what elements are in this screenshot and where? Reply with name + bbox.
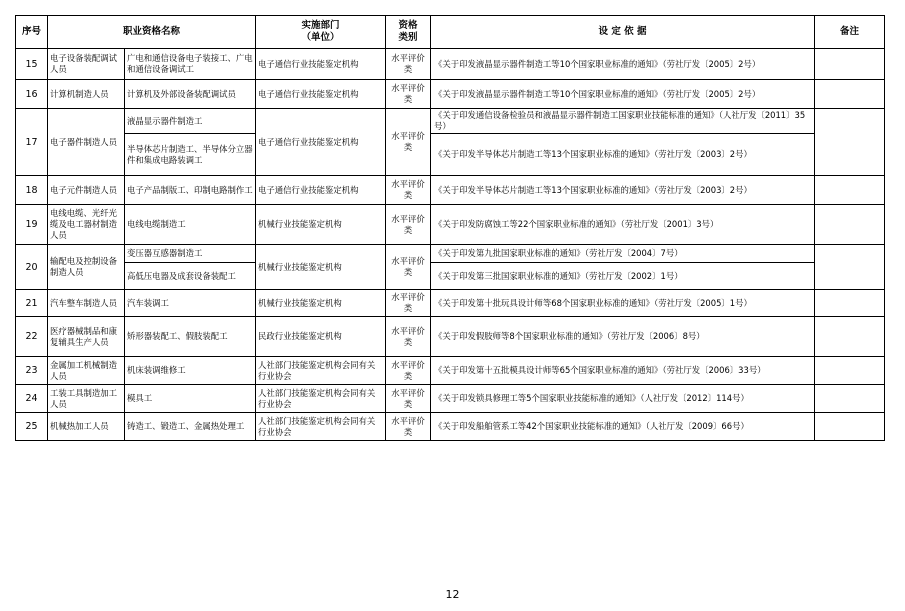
table-row [16, 176, 885, 205]
legal-basis: 《关于印发半导体芯片制造工等13个国家职业标准的通知》（劳社厅发〔2003〕2号） [431, 134, 815, 176]
header-cat-line2: 类别 [398, 32, 418, 43]
table-row [16, 317, 885, 357]
legal-basis: 《关于印发假肢师等8个国家职业标准的通知》（劳社厅发〔2006〕8号） [431, 317, 815, 357]
legal-basis: 《关于印发半导体芯片制造工等13个国家职业标准的通知》（劳社厅发〔2003〕2号） [431, 176, 815, 205]
implementing-dept: 人社部门技能鉴定机构会同有关行业协会 [256, 357, 386, 385]
occupation-job: 铸造工、锻造工、金属热处理工 [125, 413, 256, 441]
remarks-cell [815, 176, 885, 205]
occupation-category: 汽车整车制造人员 [48, 290, 125, 317]
legal-basis: 《关于印发液晶显示器件制造工等10个国家职业标准的通知》（劳社厅发〔2005〕2号） [431, 49, 815, 80]
legal-basis: 《关于印发防腐蚀工等22个国家职业标准的通知》（劳社厅发〔2001〕3号） [431, 205, 815, 245]
implementing-dept: 人社部门技能鉴定机构会同有关行业协会 [256, 385, 386, 413]
occupation-category: 金属加工机械制造人员 [48, 357, 125, 385]
remarks-cell [815, 290, 885, 317]
row-number: 20 [16, 245, 48, 290]
header-basis: 设 定 依 据 [431, 16, 815, 49]
table-header-row [16, 16, 885, 49]
row-number: 25 [16, 413, 48, 441]
implementing-dept: 机械行业技能鉴定机构 [256, 290, 386, 317]
page-number: 12 [445, 588, 460, 601]
remarks-cell [815, 357, 885, 385]
header-seq: 序号 [16, 16, 48, 49]
table-row [16, 413, 885, 441]
occupation-category: 电线电缆、光纤光缆及电工器材制造人员 [48, 205, 125, 245]
remarks-cell [815, 317, 885, 357]
occupation-category: 电子设备装配调试人员 [48, 49, 125, 80]
occupation-job: 高低压电器及成套设备装配工 [125, 263, 256, 290]
header-remarks: 备注 [815, 16, 885, 49]
table-row [16, 109, 885, 134]
header-cat-line1: 资格 [398, 20, 418, 31]
occupation-job: 计算机及外部设备装配调试员 [125, 80, 256, 109]
remarks-cell [815, 80, 885, 109]
row-number: 16 [16, 80, 48, 109]
row-number: 19 [16, 205, 48, 245]
table-row [16, 385, 885, 413]
occupation-job: 机床装调维修工 [125, 357, 256, 385]
header-category [386, 16, 431, 49]
qualification-category: 水平评价类 [386, 385, 431, 413]
qualification-category: 水平评价类 [386, 109, 431, 176]
implementing-dept: 电子通信行业技能鉴定机构 [256, 80, 386, 109]
header-dept-line1: 实施部门 [301, 20, 340, 31]
implementing-dept: 电子通信行业技能鉴定机构 [256, 49, 386, 80]
row-number: 24 [16, 385, 48, 413]
occupation-category: 机械热加工人员 [48, 413, 125, 441]
remarks-cell [815, 245, 885, 290]
occupation-job: 模具工 [125, 385, 256, 413]
qualification-category: 水平评价类 [386, 357, 431, 385]
occupation-category: 医疗器械制品和康复辅具生产人员 [48, 317, 125, 357]
occupation-category: 计算机制造人员 [48, 80, 125, 109]
legal-basis: 《关于印发第九批国家职业标准的通知》（劳社厅发〔2004〕7号） [431, 245, 815, 263]
table-row [16, 290, 885, 317]
occupation-job: 广电和通信设备电子装接工、广电和通信设备调试工 [125, 49, 256, 80]
row-number: 23 [16, 357, 48, 385]
remarks-cell [815, 205, 885, 245]
qualification-category: 水平评价类 [386, 49, 431, 80]
qualification-category: 水平评价类 [386, 290, 431, 317]
occupation-category: 工装工具制造加工人员 [48, 385, 125, 413]
occupation-job: 半导体芯片制造工、半导体分立器件和集成电路装调工 [125, 134, 256, 176]
row-number: 15 [16, 49, 48, 80]
qualification-category: 水平评价类 [386, 413, 431, 441]
occupational-qualification-table [15, 15, 885, 441]
occupation-job: 液晶显示器件制造工 [125, 109, 256, 134]
implementing-dept: 电子通信行业技能鉴定机构 [256, 176, 386, 205]
row-number: 21 [16, 290, 48, 317]
legal-basis: 《关于印发液晶显示器件制造工等10个国家职业标准的通知》（劳社厅发〔2005〕2号） [431, 80, 815, 109]
remarks-cell [815, 109, 885, 176]
table-row [16, 357, 885, 385]
table-row [16, 245, 885, 263]
remarks-cell [815, 385, 885, 413]
occupation-job: 电线电缆制造工 [125, 205, 256, 245]
occupation-category: 输配电及控制设备制造人员 [48, 245, 125, 290]
implementing-dept: 民政行业技能鉴定机构 [256, 317, 386, 357]
remarks-cell [815, 49, 885, 80]
qualification-category: 水平评价类 [386, 205, 431, 245]
header-occupation: 职业资格名称 [48, 16, 256, 49]
qualification-category: 水平评价类 [386, 245, 431, 290]
legal-basis: 《关于印发船舶管系工等42个国家职业技能标准的通知》（人社厅发〔2009〕66号） [431, 413, 815, 441]
occupation-category: 电子元件制造人员 [48, 176, 125, 205]
table-row [16, 49, 885, 80]
qualification-category: 水平评价类 [386, 317, 431, 357]
implementing-dept: 电子通信行业技能鉴定机构 [256, 109, 386, 176]
remarks-cell [815, 413, 885, 441]
row-number: 18 [16, 176, 48, 205]
legal-basis: 《关于印发第十五批模具设计师等65个国家职业标准的通知》（劳社厅发〔2006〕33号） [431, 357, 815, 385]
occupation-job: 变压器互感器制造工 [125, 245, 256, 263]
implementing-dept: 机械行业技能鉴定机构 [256, 205, 386, 245]
table-subrow [16, 134, 885, 176]
row-number: 17 [16, 109, 48, 176]
legal-basis: 《关于印发第十批玩具设计师等68个国家职业标准的通知》（劳社厅发〔2005〕1号） [431, 290, 815, 317]
table-row [16, 205, 885, 245]
implementing-dept: 人社部门技能鉴定机构会同有关行业协会 [256, 413, 386, 441]
occupation-job: 矫形器装配工、假肢装配工 [125, 317, 256, 357]
occupation-job: 汽车装调工 [125, 290, 256, 317]
header-dept-line2: （单位） [301, 32, 340, 43]
row-number: 22 [16, 317, 48, 357]
occupation-category: 电子器件制造人员 [48, 109, 125, 176]
legal-basis: 《关于印发第三批国家职业标准的通知》（劳社厅发〔2002〕1号） [431, 263, 815, 290]
occupation-job: 电子产品制版工、印制电路制作工 [125, 176, 256, 205]
implementing-dept: 机械行业技能鉴定机构 [256, 245, 386, 290]
qualification-category: 水平评价类 [386, 80, 431, 109]
header-dept [256, 16, 386, 49]
table-row [16, 80, 885, 109]
table-subrow [16, 263, 885, 290]
legal-basis: 《关于印发锁具修理工等5个国家职业技能标准的通知》（人社厅发〔2012〕114号） [431, 385, 815, 413]
qualification-category: 水平评价类 [386, 176, 431, 205]
legal-basis: 《关于印发通信设备检验员和液晶显示器件制造工国家职业技能标准的通知》（人社厅发〔2011〕35号） [431, 109, 815, 134]
